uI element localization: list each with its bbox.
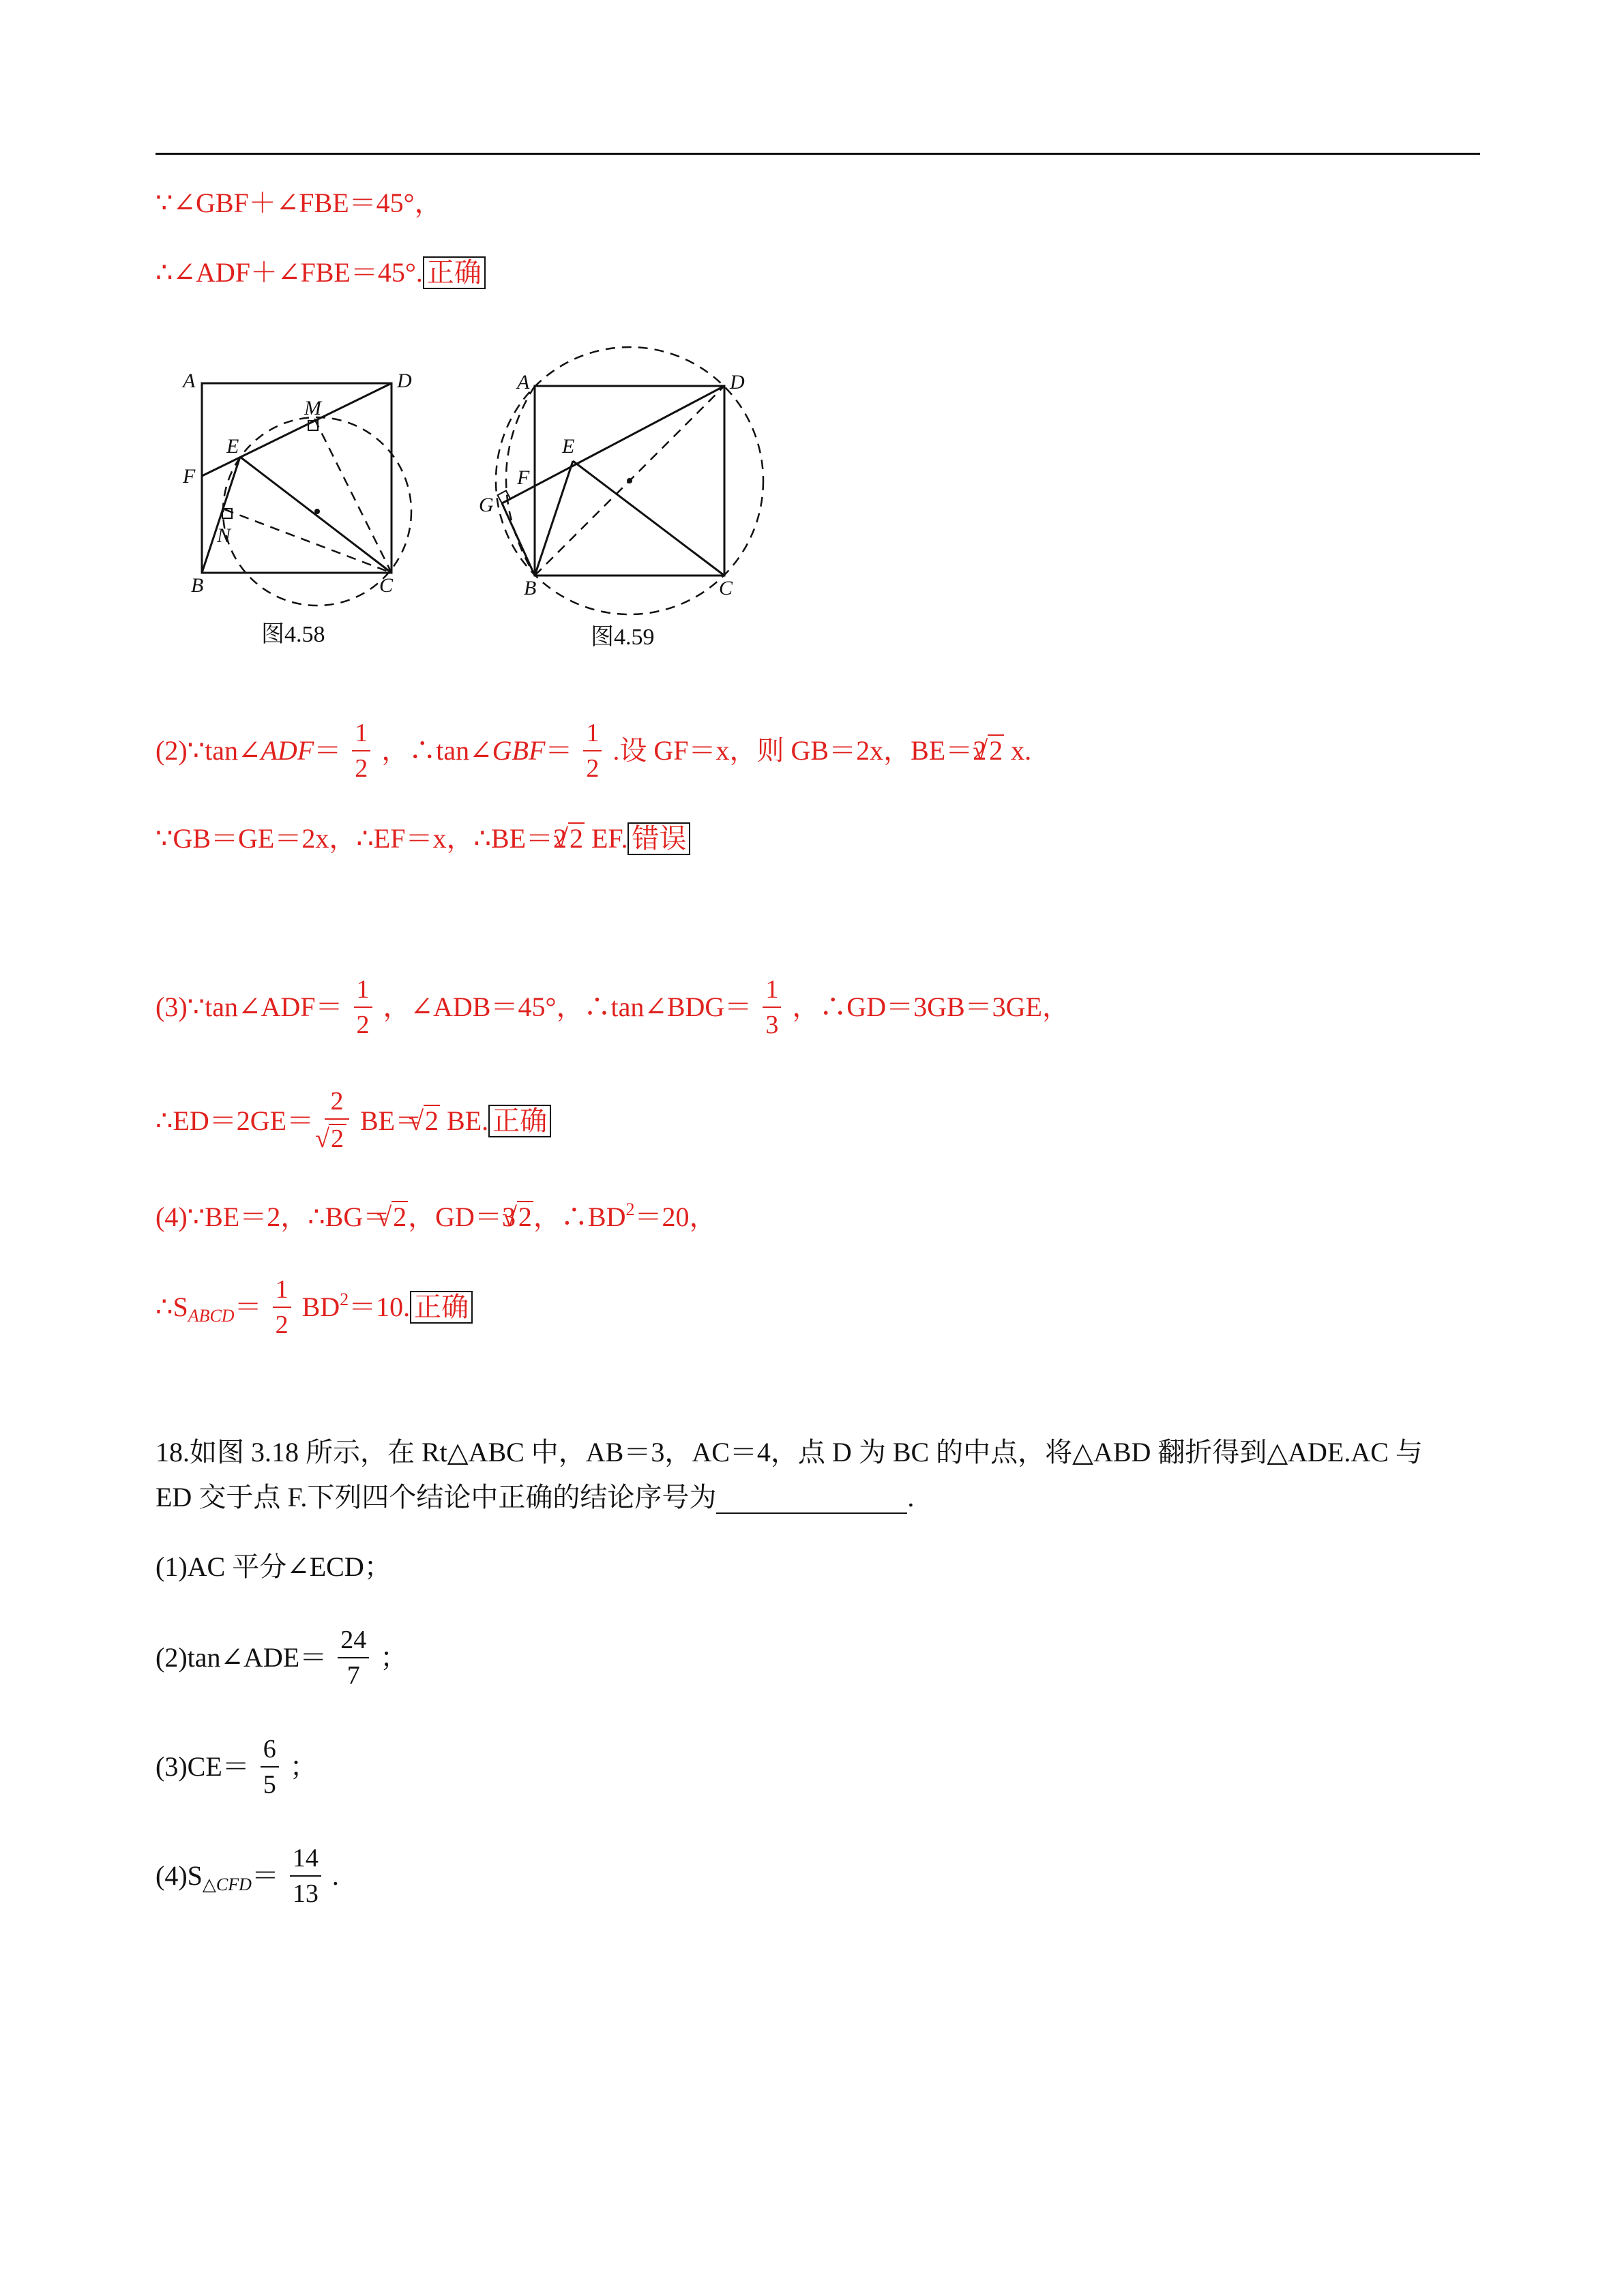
verdict-box: 错误	[628, 822, 690, 855]
fig1-label-a: A	[183, 370, 196, 392]
fig1-label-m: M	[304, 397, 321, 419]
fig2-label-a: A	[517, 371, 530, 393]
figure-4-58	[171, 355, 443, 655]
q18-stem-line1: 18.如图 3.18 所示，在 Rt△ABC 中，AB＝3，AC＝4，点 D 为 BC 的中点，将△ABD 翻折得到△ADE.AC 与	[156, 1437, 1423, 1467]
fig2-label-c: C	[719, 577, 733, 599]
fig2-label-g: G	[479, 494, 494, 516]
fig1-caption: 图4.58	[261, 622, 325, 647]
q18-option-3: (3)CE＝ $\frac{6}{5}$ ；	[156, 1735, 317, 1799]
fig2-caption: 图4.59	[591, 625, 655, 650]
fig1-label-b: B	[191, 574, 204, 597]
sol4-line1: (4)∵BE＝2，∴BG＝√ 2，GD＝3√ 2，$\therefore BD^2=20$，	[156, 1193, 716, 1234]
fig2-label-d: D	[730, 371, 745, 393]
sol1-line1: ∵∠GBF＋∠FBE＝45°，	[156, 188, 442, 218]
verdict-box: 正确	[410, 1291, 473, 1324]
q18-option-4: $(4)S_{\triangle CFD}=$ $\frac{14}{13}$ .	[156, 1844, 339, 1908]
sol3-line2: ∴ED＝2GE＝ 2 √ 2 BE＝√ 2 BE. 正确	[156, 1091, 551, 1157]
fig1-label-d: D	[397, 370, 412, 392]
q18-option-1: (1)AC 平分∠ECD；	[156, 1551, 392, 1582]
verdict-box: 正确	[423, 256, 486, 289]
fig1-label-n: N	[217, 524, 231, 547]
fig2-label-f: F	[517, 466, 530, 489]
fig1-label-c: C	[379, 574, 394, 597]
fig2-label-e: E	[562, 435, 575, 458]
verdict-box: 正确	[488, 1105, 551, 1137]
fraction: $\frac{1}{2}$	[352, 720, 370, 781]
fig1-label-f: F	[183, 465, 196, 488]
sol1-line2: ∴∠ADF＋∠FBE＝45°. 正确	[156, 256, 486, 289]
sol4-line2: $\therefore S_{ABCD}=$ $\frac{1}{2}$ $BD^2=10$. 正确	[156, 1279, 473, 1341]
sol3-line1: (3)∵tan∠ADF＝ $\frac{1}{2}$ ，∠ADB＝45°，∴tan∠BDG＝ $\frac{1}{3}$ ，∴GD＝3GB＝3GE，	[156, 975, 1069, 1039]
header-rule	[156, 153, 1480, 155]
sol2-line1: (2)∵tan∠ADF＝ $\frac{1}{2}$ ，∴tan∠GBF＝ $\frac{1}{2}$ .设 GF＝x，则 GB＝2x，BE＝2√ 2 x.	[156, 723, 1031, 784]
fig1-label-e: E	[226, 435, 239, 458]
q18-stem-line2: ED 交于点 F.下列四个结论中正确的结论序号为 .	[156, 1482, 915, 1512]
sol2-line2: ∵GB＝GE＝2x，∴EF＝x，∴BE＝2√ 2 EF. 错误	[156, 822, 690, 855]
figure-4-59	[477, 334, 784, 648]
q18-option-2: (2)tan∠ADE＝ $\frac{24}{7}$ ；	[156, 1626, 408, 1690]
answer-blank[interactable]	[716, 1488, 907, 1514]
fraction: $\frac{1}{2}$	[583, 720, 602, 781]
fig2-label-b: B	[524, 577, 537, 599]
